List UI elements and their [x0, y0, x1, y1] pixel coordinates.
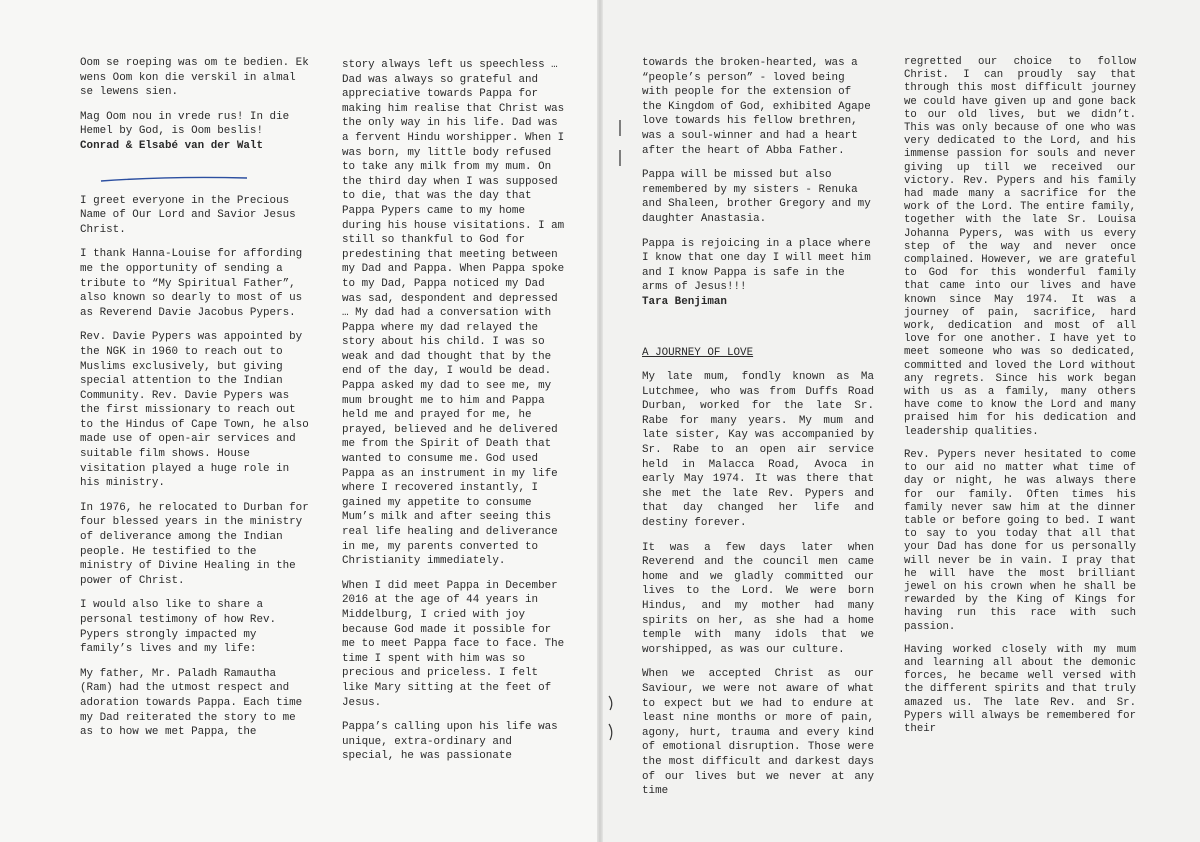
- father-paragraph: My father, Mr. Paladh Ramautha (Ram) had the utmost respect and adoration towards Pappa. Each time my Dad reiterated the story to me as to how we met Pappa, the: [80, 667, 303, 739]
- margin-pen-mark: [606, 694, 616, 744]
- section-heading: A JOURNEY OF LOVE: [642, 346, 754, 359]
- broken-hearted-paragraph: towards the broken-hearted, was a “people’s person” - loved being with people for the extension of the Kingdom of God, exhibited Agape love towards his fellow brethren, was a soul-winner and had a heart after the heart of Abba Father.: [642, 57, 871, 157]
- late-mum-paragraph: My late mum, fondly known as Ma Lutchmee, who was from Duffs Road Durban, worked for the late Sr. Rabe for many years. My mum and late sister, Kay was accompanied by Sr. Rabe to an open air service held in Malacca Road, Avoca in early May 1974. It was there that she met the late Rev. Pypers and that day changed her life and destiny forever.: [642, 371, 874, 530]
- durban-paragraph: In 1976, he relocated to Durban for four blessed years in the ministry of deliverance among the Indian people. He testified to the ministry of Divine Healing in the power of Christ.: [80, 501, 309, 587]
- signature-tara-benjiman: Tara Benjiman: [642, 295, 727, 308]
- rejoicing-paragraph: [642, 237, 874, 310]
- regretted-paragraph: regretted our choice to follow Christ. I can proudly say that through this most difficult journey we could have given up and gone back to our old lives, but we didn’t. This was only because of one who was very dedicated to the Lord, and his immense passion for souls and never giving up till we received our victory. Rev. Pypers and his family had made many a sacrifice for the work of the Lord. The entire family, together with the late Sr. Louisa Johanna Pypers, was with us every step of the way and never once complained. However, we are grateful to God for this wonderful family that came into our lives and have known since May 1974. It was a journey of pain, sacrifice, hard work, dedication and most of all love for one another. I have yet to meet someone who was so dedicated, committed and loved the Lord without any regrets. Since his work began with us as a family, many others have come to know the Lord and many praised him for his dedication and leadership qualities.: [904, 56, 1136, 438]
- column-2: [342, 58, 568, 774]
- page-fold: [597, 0, 603, 842]
- story-paragraph: story always left us speechless … Dad was always so grateful and appreciative towards Pappa for making him realise that Christ was the only way in his life. Dad was a fervent Hindu worshipper. When I was born, my little body refused to take any milk from my mum. On the third day when I was supposed to die, that was the day that Pappa Pypers came to my home during his house visitations. I am still so thankful to God for predestining that meeting between my Dad and Pappa. When Pappa spoke to my Dad, Pappa noticed my Dad was sad, despondent and depressed … My dad had a conversation with Pappa where my dad relayed the story about his child. I was so weak and dad thought that by the end of the day, I would be dead. Pappa asked my dad to see me, my mum brought me to him and Pappa held me and prayed for me, he prayed, believed and he delivered me from the Spirit of Death that wanted to consume me. God used Pappa as an instrument in my life where I recovered instantly, I gained my appetite to consume Mum’s milk and after seeing this real life healing and deliverance in me, my parents converted to Christianity immediately.: [342, 59, 565, 568]
- thanks-paragraph: I thank Hanna-Louise for affording me the opportunity of sending a tribute to “My Spiritual Father”, also known so dearly to most of us as Reverend Davie Jacobus Pypers.: [80, 248, 303, 319]
- accepted-christ-paragraph: When we accepted Christ as our Saviour, we were not aware of what to expect but we had to endure at least nine months or more of pain, agony, hurt, trauma and every kind of emotional disruption. Those were the most difficult and darkest days of our lives but we never at any time: [642, 668, 874, 798]
- signature-van-der-walt: Conrad & Elsabé van der Walt: [80, 139, 263, 152]
- afrikaans-paragraph-1: Oom se roeping was om te bedien. Ek wens Oom kon die verskil in almal se lewens sien.: [80, 57, 309, 99]
- testimony-intro-paragraph: I would also like to share a personal testimony of how Rev. Pypers strongly impacted my family’s lives and my life:: [80, 599, 277, 656]
- meeting-paragraph: When I did meet Pappa in December 2016 at the age of 44 years in Middelburg, I cried with joy because God made it possible for me to meet Pappa face to face. The time I spent with him was so precious and priceless. I felt like Mary sitting at the feet of Jesus.: [342, 579, 565, 709]
- calling-paragraph: Pappa’s calling upon his life was unique, extra-ordinary and special, he was passionate: [342, 721, 558, 763]
- missed-paragraph: Pappa will be missed but also remembered by my sisters - Renuka and Shaleen, brother Gregory and my daughter Anastasia.: [642, 169, 871, 225]
- afrikaans-blessing: Mag Oom nou in vrede rus! In die Hemel by God, is Oom beslis!: [80, 110, 290, 138]
- greeting-paragraph: I greet everyone in the Precious Name of Our Lord and Savior Jesus Christ.: [80, 194, 296, 236]
- committed-paragraph: It was a few days later when Reverend and the council men came home and we gladly committed our lives to the Lord. We were born Hindus, and my mother had many spirits on her, as she had a home temple with many idols that we worshipped, as was our culture.: [642, 541, 874, 656]
- margin-pen-mark: [616, 118, 624, 168]
- column-3: [642, 56, 874, 809]
- column-4: [904, 56, 1136, 746]
- worked-closely-paragraph: Having worked closely with my mum and learning all about the demonic forces, he became well versed with the different spirits and that truly amazed us. The late Rev. and Sr. Pypers will always be remembered for their: [904, 643, 1136, 735]
- spacer: [642, 320, 874, 346]
- afrikaans-paragraph-2: [80, 110, 310, 154]
- pen-underline: [100, 176, 248, 182]
- never-hesitated-paragraph: Rev. Pypers never hesitated to come to our aid no matter what time of day or night, he was always there for our family. Often times his family never saw him at the dinner table or before going to bed. I want to say to you today that all that your Dad has done for us personally will never be in vain. I pray that he will have the most brilliant jewel on his crown when he shall be rewarded by the King of Kings for having run this race with such passion.: [904, 448, 1136, 633]
- appointment-paragraph: Rev. Davie Pypers was appointed by the NGK in 1960 to reach out to Muslims exclusively, but giving special attention to the Indian Community. Rev. Davie Pypers was the first missionary to reach out to the Hindus of Cape Town, he also made use of open-air services and suitable film shows. House visitation played a huge role in his ministry.: [80, 331, 309, 490]
- column-1: [80, 56, 310, 750]
- rejoicing-text: Pappa is rejoicing in a place where I know that one day I will meet him and I know Pappa is safe in the arms of Jesus!!!: [642, 237, 871, 294]
